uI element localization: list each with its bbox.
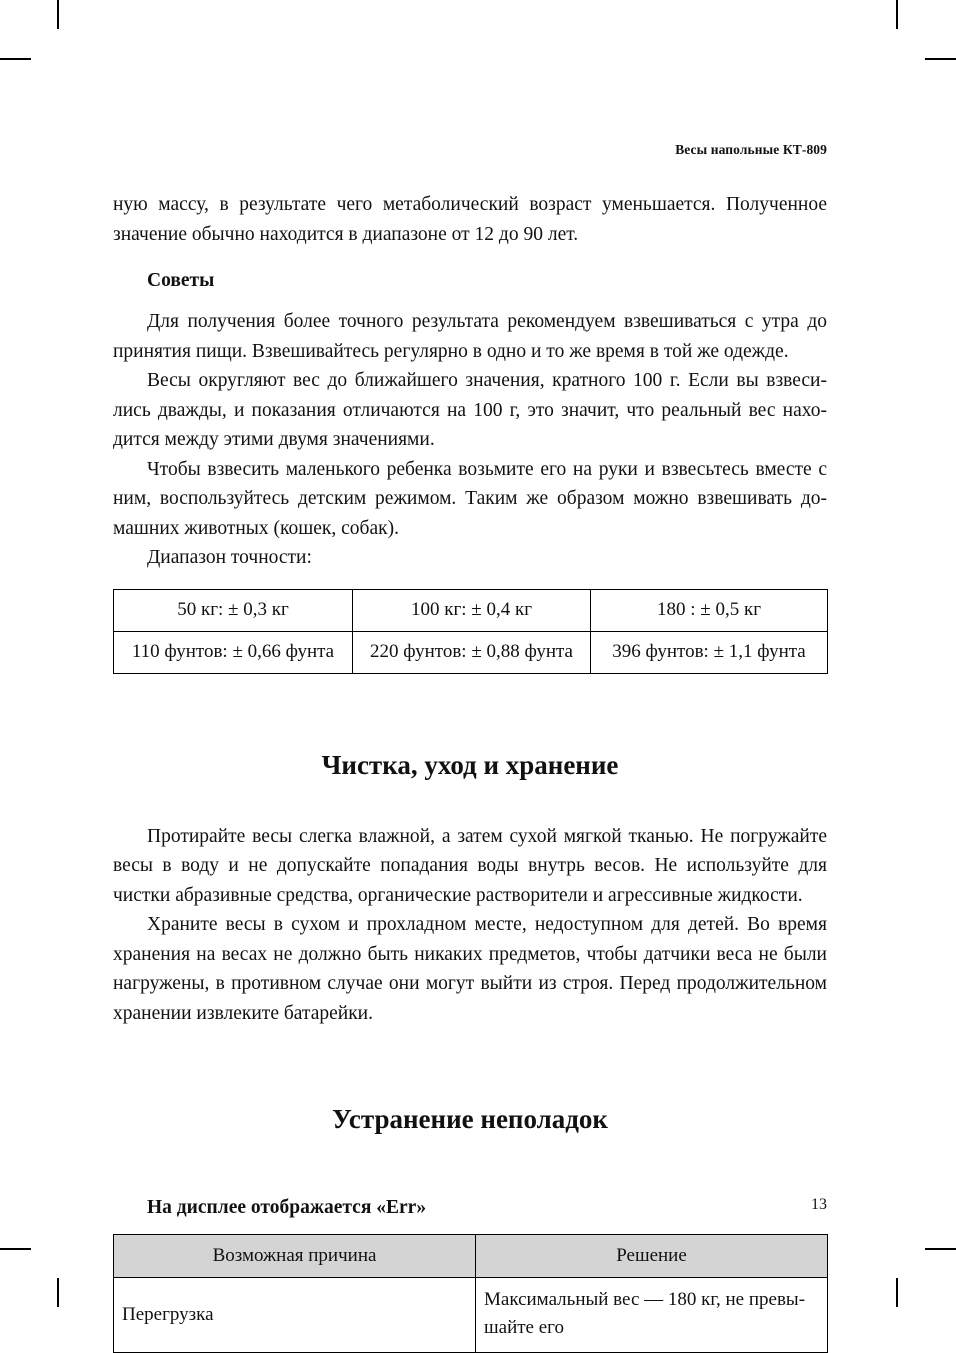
crop-mark-top-left-vertical <box>57 0 59 29</box>
accuracy-cell: 396 фунтов: ± 1,1 фунта <box>591 631 828 673</box>
paragraph-continued: ную массу, в результате чего метаболический возраст уменьшается. Полученное значение обычно находится в диапазоне от 12 до 90 лет. <box>113 194 827 245</box>
spacer <box>113 782 827 822</box>
page-body <box>113 0 827 1338</box>
cell-solution: Максимальный вес — 180 кг, не превышайте его <box>476 1278 828 1353</box>
accuracy-cell: 180 : ± 0,5 кг <box>591 589 828 631</box>
troubleshooting-section-heading: Устранение неполадок <box>332 1104 608 1134</box>
cell-cause: Перегрузка <box>114 1278 476 1353</box>
accuracy-cell: 50 кг: ± 0,3 кг <box>114 589 353 631</box>
accuracy-cell: 110 фунтов: ± 0,66 фунта <box>114 631 353 673</box>
table-row <box>114 631 828 673</box>
accuracy-cell: 100 кг: ± 0,4 кг <box>353 589 591 631</box>
tips-paragraph-2: Весы округляют вес до ближайшего значения, кратного 100 г. Если вы взвесились дважды, и показания отличаются на 100 г, это значит, что реальный вес находится между этими двумя значениями. <box>113 370 827 450</box>
troubleshooting-table <box>113 1234 828 1353</box>
care-section-heading: Чистка, уход и хранение <box>321 749 619 780</box>
tips-paragraph-3: Чтобы взвесить маленького ребенка возьмите его на руки и взвесьтесь вместе с ним, воспользуйтесь детским режимом. Таким же образом можно взвешивать домашних животных (кошек, собак). <box>113 458 827 539</box>
crop-mark-bottom-left-vertical <box>57 1278 59 1307</box>
spacer <box>113 674 827 748</box>
accuracy-range-table <box>113 589 828 674</box>
crop-mark-bottom-right-vertical <box>896 1278 898 1307</box>
table-row <box>114 589 828 631</box>
crop-mark-bottom-left-horizontal <box>0 1248 31 1250</box>
crop-mark-bottom-right-horizontal <box>925 1248 956 1250</box>
crop-mark-top-left-horizontal <box>0 58 31 60</box>
accuracy-cell: 220 фунтов: ± 0,88 фунта <box>353 631 591 673</box>
column-header-cause: Возможная причина <box>114 1235 476 1278</box>
table-row <box>114 1278 828 1353</box>
table-header-row <box>114 1235 828 1278</box>
page-content <box>113 190 827 1353</box>
spacer <box>113 1136 827 1176</box>
tips-heading: Советы <box>147 270 215 291</box>
troubleshooting-subheading: На дисплее отображается «Err» <box>147 1197 427 1218</box>
care-paragraph-1: Протирайте весы слегка влажной, а затем сухой мягкой тканью. Не погружайте весы в воду и не допускайте попадания воды внутрь весов. Не используйте для чистки абразивные средства, органические растворители и агрессивные жидкости. <box>113 825 827 906</box>
column-header-solution: Решение <box>476 1235 828 1278</box>
crop-mark-top-right-horizontal <box>925 58 956 60</box>
accuracy-range-label: Диапазон точности: <box>147 547 312 568</box>
spacer <box>113 1028 827 1102</box>
running-head: Весы напольные КТ-809 <box>675 142 827 157</box>
crop-mark-top-right-vertical <box>896 0 898 29</box>
page-number: 13 <box>811 1196 827 1213</box>
tips-paragraph-1: Для получения более точного результата рекомендуем взвешиваться с утра до принятия пищи. Взвешивайтесь регулярно в одно и то же время в той же одежде. <box>113 311 827 362</box>
care-paragraph-2: Храните весы в сухом и прохладном месте, недоступном для детей. Во время хранения на весах не должно быть никаких предметов, чтобы датчики веса не были нагружены, в противном случае они могут выйти из строя. Перед продолжительном хранении извлеките батарейки. <box>113 914 827 1024</box>
spacer <box>113 573 827 589</box>
